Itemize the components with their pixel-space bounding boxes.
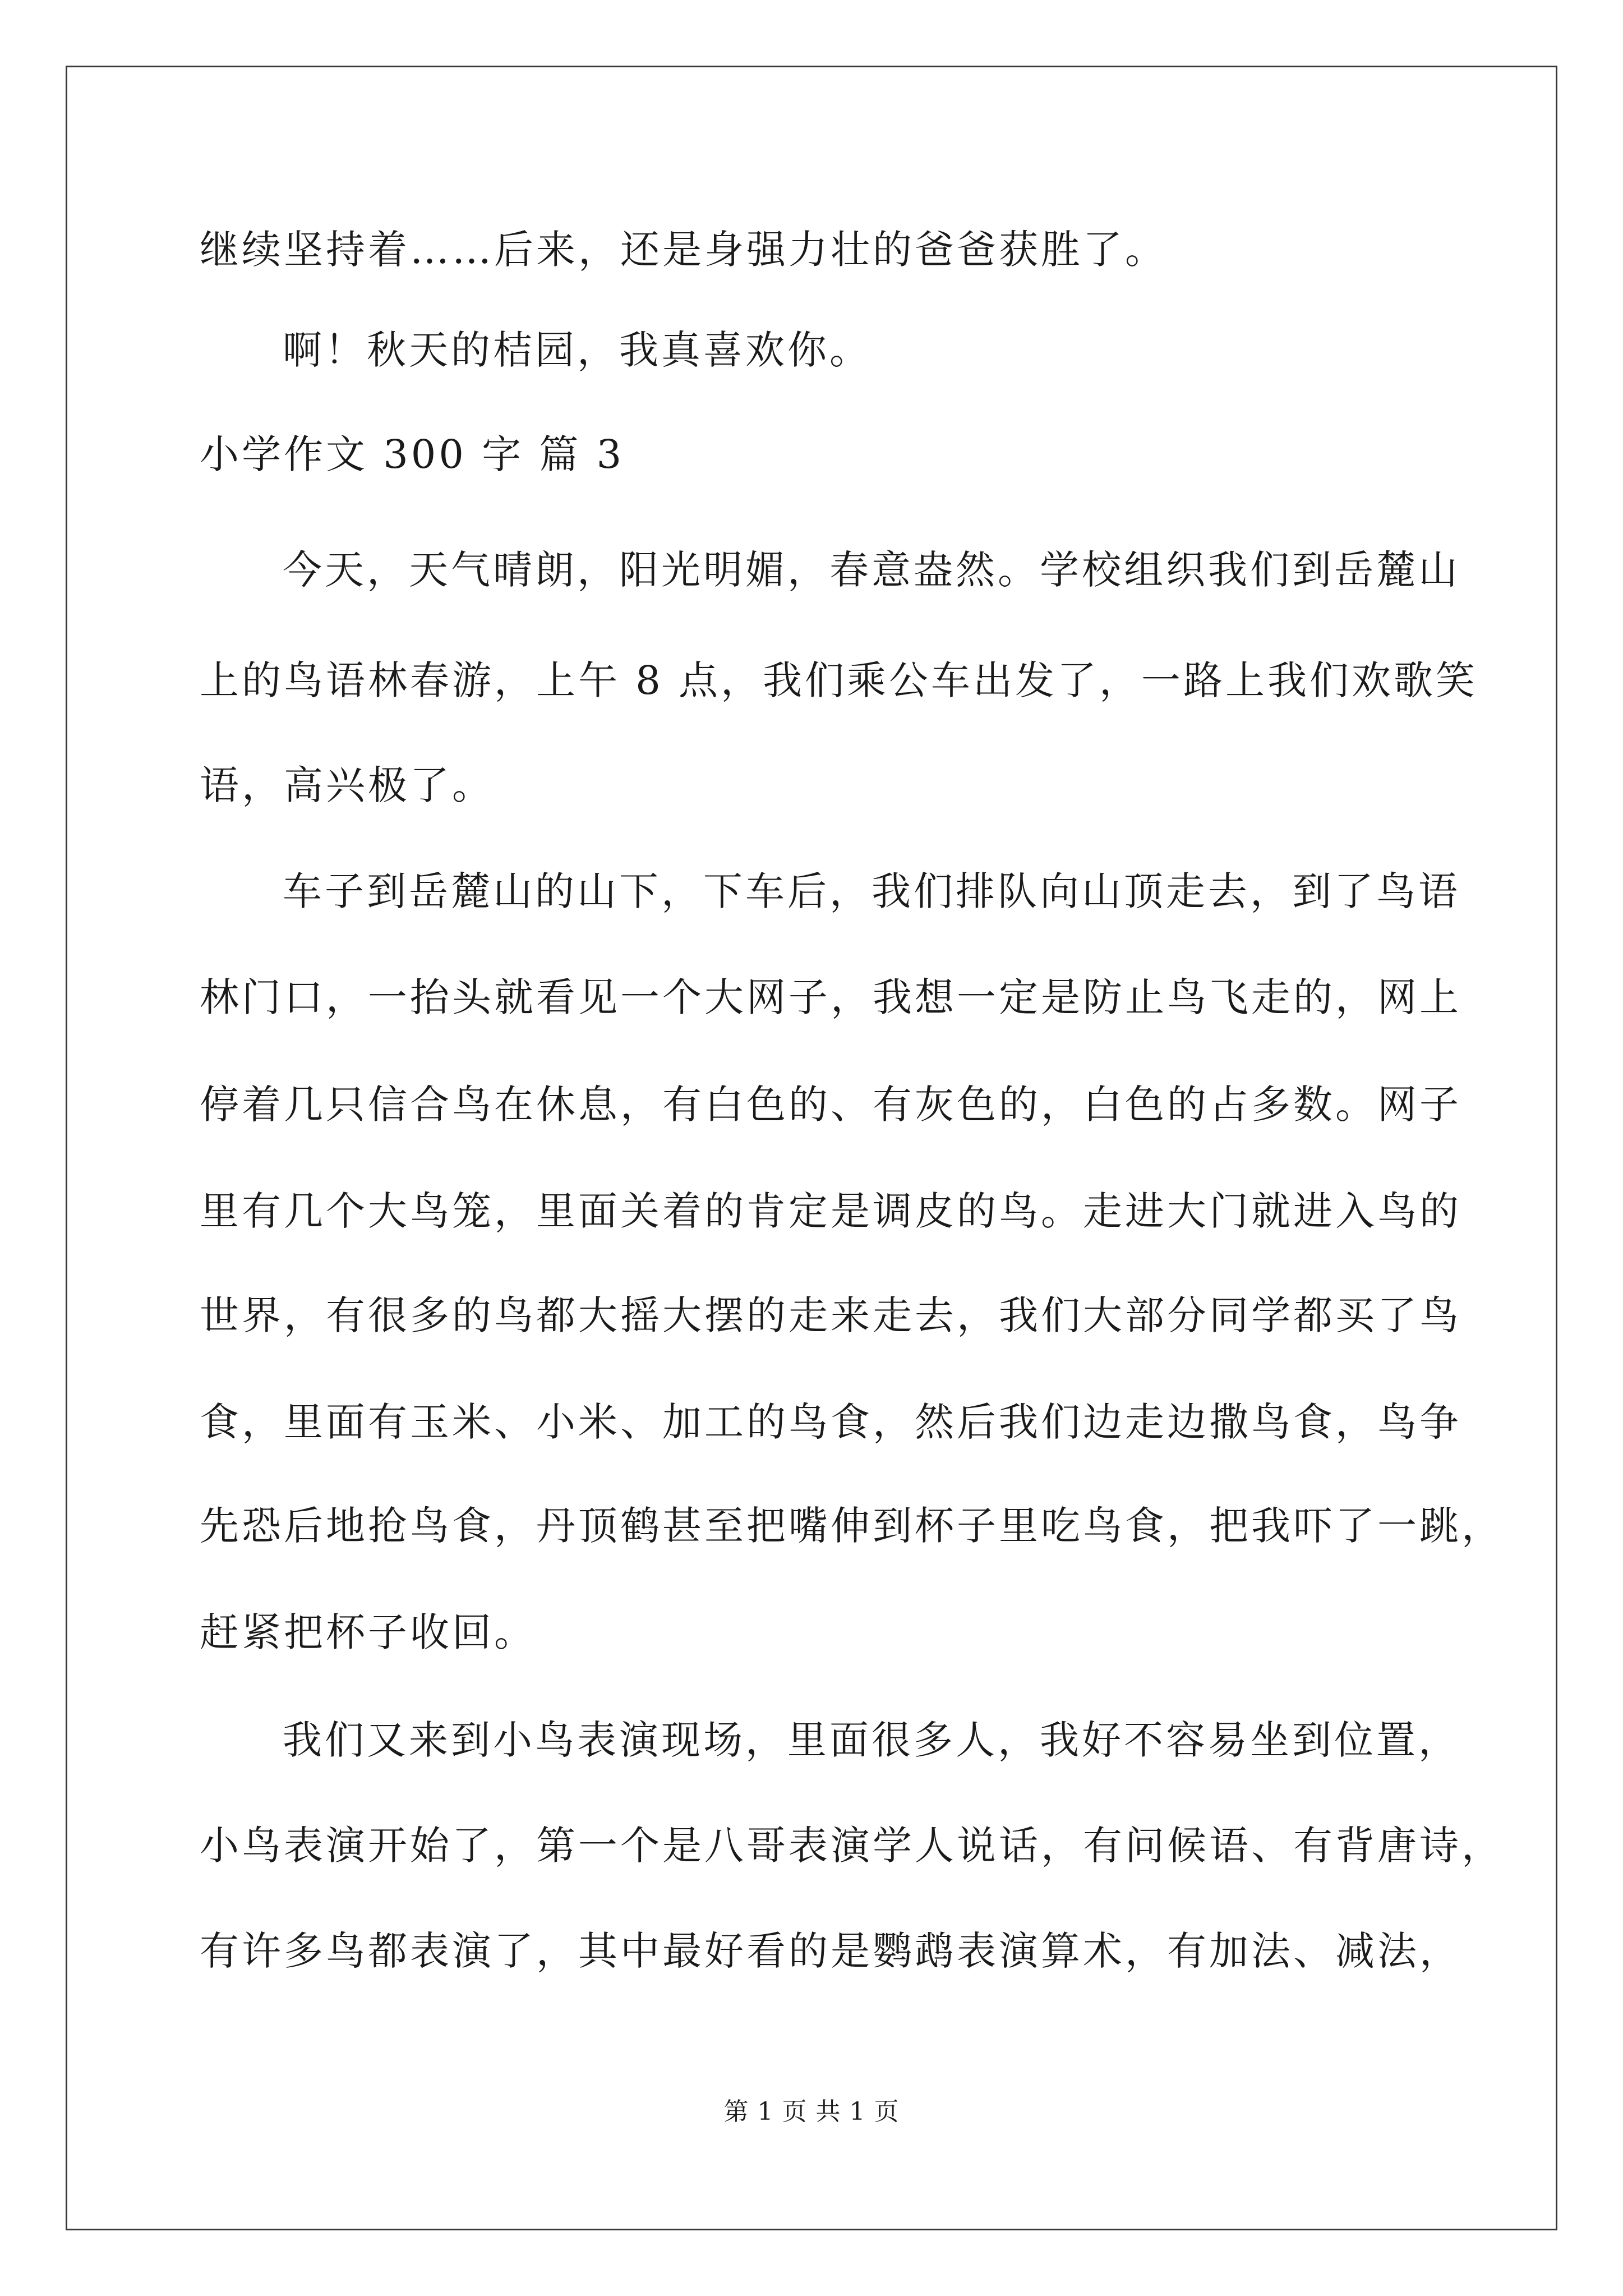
text-line: 我们又来到小鸟表演现场，里面很多人，我好不容易坐到位置， — [283, 1717, 1460, 1763]
text-line: 世界，有很多的鸟都大摇大摆的走来走去，我们大部分同学都买了鸟 — [200, 1292, 1461, 1338]
text-line: 啊！秋天的桔园，我真喜欢你。 — [283, 327, 872, 373]
page-border — [66, 66, 1557, 2230]
page-number-footer: 第 1 页 共 1 页 — [723, 2097, 900, 2126]
text-line: 里有几个大鸟笼，里面关着的肯定是调皮的鸟。走进大门就进入鸟的 — [200, 1188, 1461, 1234]
text-line: 赶紧把杯子收回。 — [200, 1609, 536, 1655]
text-line: 车子到岳麓山的山下，下车后，我们排队向山顶走去，到了鸟语 — [283, 868, 1460, 914]
text-line: 有许多鸟都表演了，其中最好看的是鹦鹉表演算术，有加法、减法， — [200, 1928, 1461, 1974]
text-line: 上的鸟语林春游，上午 8 点，我们乘公车出发了，一路上我们欢歌笑 — [200, 657, 1478, 703]
text-line: 林门口，一抬头就看见一个大网子，我想一定是防止鸟飞走的，网上 — [200, 974, 1461, 1020]
text-line: 停着几只信合鸟在休息，有白色的、有灰色的，白色的占多数。网子 — [200, 1082, 1461, 1128]
text-line: 小鸟表演开始了，第一个是八哥表演学人说话，有问候语、有背唐诗， — [200, 1823, 1504, 1869]
text-line: 今天，天气晴朗，阳光明媚，春意盎然。学校组织我们到岳麓山 — [283, 547, 1460, 593]
text-line: 语，高兴极了。 — [200, 762, 494, 808]
text-line: 先恐后地抢鸟食，丹顶鹤甚至把嘴伸到杯子里吃鸟食，把我吓了一跳， — [200, 1503, 1504, 1549]
text-line: 食，里面有玉米、小米、加工的鸟食，然后我们边走边撒鸟食，鸟争 — [200, 1399, 1461, 1445]
text-line: 继续坚持着……后来，还是身强力壮的爸爸获胜了。 — [200, 227, 1167, 273]
section-heading: 小学作文 300 字 篇 3 — [200, 431, 625, 477]
